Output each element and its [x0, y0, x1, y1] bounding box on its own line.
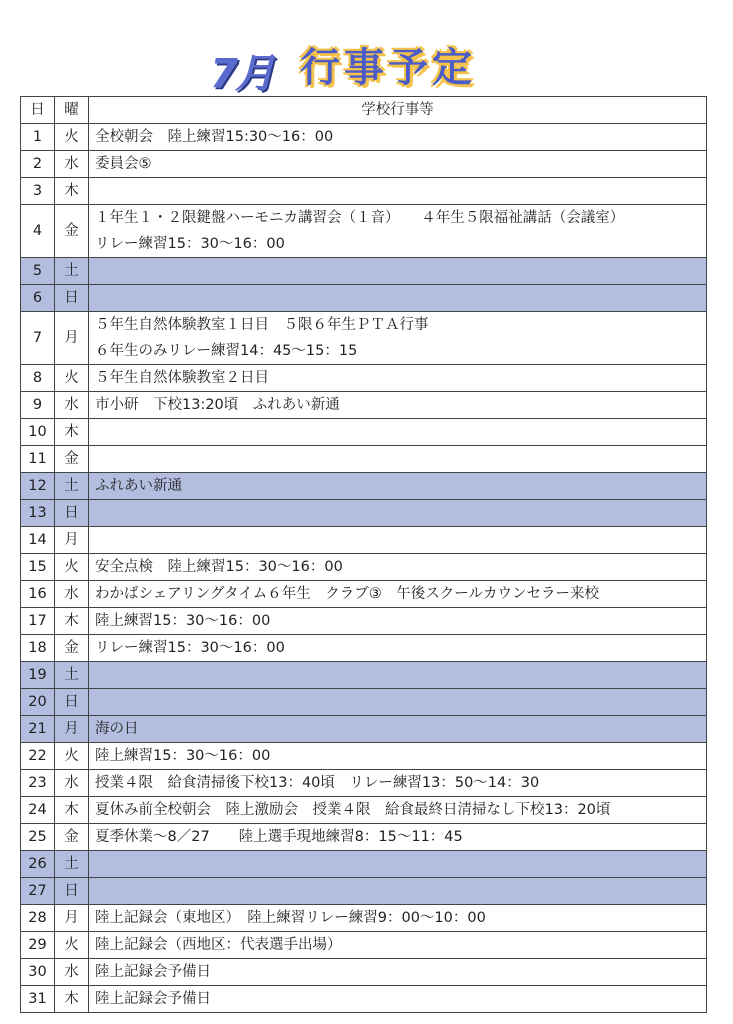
- event-text: 安全点検 陸上練習15：30～16：00: [95, 559, 343, 575]
- events-cell: [89, 635, 707, 662]
- events-cell: [89, 285, 707, 312]
- day-cell: 31: [21, 986, 55, 1013]
- weekday-cell: 木: [55, 608, 89, 635]
- day-cell: 18: [21, 635, 55, 662]
- table-row: [21, 205, 707, 258]
- weekday-cell: 火: [55, 124, 89, 151]
- table-row: [21, 151, 707, 178]
- table-row: [21, 932, 707, 959]
- weekday-cell: 火: [55, 743, 89, 770]
- table-row: [21, 581, 707, 608]
- table-row: [21, 824, 707, 851]
- event-text: ６年生のみリレー練習14：45～15：15: [95, 343, 358, 359]
- table-row: [21, 635, 707, 662]
- weekday-cell: 月: [55, 527, 89, 554]
- weekday-cell: 木: [55, 178, 89, 205]
- events-cell: [89, 312, 707, 365]
- table-row: [21, 959, 707, 986]
- day-cell: 8: [21, 365, 55, 392]
- weekday-cell: 日: [55, 285, 89, 312]
- weekday-cell: 木: [55, 419, 89, 446]
- events-cell: [89, 392, 707, 419]
- events-cell: [89, 959, 707, 986]
- weekday-cell: 水: [55, 770, 89, 797]
- events-cell: [89, 770, 707, 797]
- table-row: [21, 500, 707, 527]
- event-text: 委員会⑤: [95, 156, 152, 172]
- day-cell: 20: [21, 689, 55, 716]
- events-cell: [89, 205, 707, 258]
- event-text: 授業４限 給食清掃後下校13：40頃 リレー練習13：50～14：30: [95, 775, 540, 791]
- weekday-cell: 土: [55, 258, 89, 285]
- table-row: [21, 608, 707, 635]
- page-title: 行事予定: [300, 45, 476, 91]
- event-text: ふれあい新通: [95, 478, 182, 494]
- title-area: [0, 30, 733, 96]
- table-row: [21, 851, 707, 878]
- header-events: 学校行事等: [89, 97, 707, 124]
- table-row: [21, 312, 707, 365]
- table-row: [21, 878, 707, 905]
- event-text: 陸上練習15：30～16：00: [95, 748, 271, 764]
- table-row: [21, 527, 707, 554]
- day-cell: 19: [21, 662, 55, 689]
- day-cell: 30: [21, 959, 55, 986]
- events-cell: [89, 473, 707, 500]
- weekday-cell: 月: [55, 905, 89, 932]
- event-text: ５年生自然体験教室１日目 ５限６年生ＰＴＡ行事: [95, 317, 429, 333]
- events-cell: [89, 608, 707, 635]
- weekday-cell: 日: [55, 689, 89, 716]
- events-cell: [89, 581, 707, 608]
- events-cell: [89, 878, 707, 905]
- day-cell: 9: [21, 392, 55, 419]
- events-cell: [89, 662, 707, 689]
- weekday-cell: 火: [55, 932, 89, 959]
- events-cell: [89, 905, 707, 932]
- weekday-cell: 土: [55, 662, 89, 689]
- day-cell: 16: [21, 581, 55, 608]
- table-row: [21, 986, 707, 1013]
- day-cell: 10: [21, 419, 55, 446]
- table-row: [21, 124, 707, 151]
- weekday-cell: 水: [55, 959, 89, 986]
- day-cell: 28: [21, 905, 55, 932]
- event-text: 夏季休業～8／27 陸上選手現地練習8：15～11：45: [95, 829, 463, 845]
- event-text: 全校朝会 陸上練習15:30～16：00: [95, 129, 334, 145]
- day-cell: 1: [21, 124, 55, 151]
- day-cell: 3: [21, 178, 55, 205]
- event-text: 夏休み前全校朝会 陸上激励会 授業４限 給食最終日清掃なし下校13：20頃: [95, 802, 611, 818]
- schedule-table: [20, 96, 707, 1013]
- event-text: 陸上記録会予備日: [95, 964, 211, 980]
- day-cell: 27: [21, 878, 55, 905]
- header-day: 日: [21, 97, 55, 124]
- event-text: 陸上練習15：30～16：00: [95, 613, 271, 629]
- day-cell: 26: [21, 851, 55, 878]
- day-cell: 7: [21, 312, 55, 365]
- day-cell: 6: [21, 285, 55, 312]
- weekday-cell: 木: [55, 797, 89, 824]
- events-cell: [89, 365, 707, 392]
- events-cell: [89, 124, 707, 151]
- weekday-cell: 水: [55, 392, 89, 419]
- event-text: 陸上記録会（東地区） 陸上練習リレー練習9：00～10：00: [95, 910, 486, 926]
- events-cell: [89, 500, 707, 527]
- events-cell: [89, 824, 707, 851]
- events-cell: [89, 258, 707, 285]
- event-text: リレー練習15：30～16：00: [95, 640, 285, 656]
- weekday-cell: 日: [55, 500, 89, 527]
- events-cell: [89, 527, 707, 554]
- event-text: 陸上記録会（西地区：代表選手出場）: [95, 937, 342, 953]
- events-cell: [89, 716, 707, 743]
- events-cell: [89, 178, 707, 205]
- table-row: [21, 365, 707, 392]
- events-cell: [89, 986, 707, 1013]
- weekday-cell: 金: [55, 824, 89, 851]
- weekday-cell: 火: [55, 365, 89, 392]
- day-cell: 23: [21, 770, 55, 797]
- day-cell: 13: [21, 500, 55, 527]
- weekday-cell: 火: [55, 554, 89, 581]
- event-text: ５年生自然体験教室２日目: [95, 370, 269, 386]
- day-cell: 24: [21, 797, 55, 824]
- events-cell: [89, 419, 707, 446]
- weekday-cell: 月: [55, 312, 89, 365]
- header-weekday: 曜: [55, 97, 89, 124]
- weekday-cell: 金: [55, 635, 89, 662]
- table-row: [21, 419, 707, 446]
- table-row: [21, 258, 707, 285]
- weekday-cell: 水: [55, 151, 89, 178]
- event-text: 陸上記録会予備日: [95, 991, 211, 1007]
- table-row: [21, 905, 707, 932]
- weekday-cell: 金: [55, 446, 89, 473]
- event-text: リレー練習15：30～16：00: [95, 236, 285, 252]
- events-cell: [89, 554, 707, 581]
- day-cell: 15: [21, 554, 55, 581]
- table-row: [21, 178, 707, 205]
- weekday-cell: 金: [55, 205, 89, 258]
- day-cell: 22: [21, 743, 55, 770]
- events-cell: [89, 797, 707, 824]
- weekday-cell: 土: [55, 473, 89, 500]
- table-row: [21, 743, 707, 770]
- day-cell: 14: [21, 527, 55, 554]
- events-cell: [89, 743, 707, 770]
- events-cell: [89, 446, 707, 473]
- weekday-cell: 水: [55, 581, 89, 608]
- table-row: [21, 770, 707, 797]
- weekday-cell: 木: [55, 986, 89, 1013]
- table-row: [21, 716, 707, 743]
- table-row: [21, 797, 707, 824]
- day-cell: 5: [21, 258, 55, 285]
- weekday-cell: 日: [55, 878, 89, 905]
- table-row: [21, 662, 707, 689]
- event-text: 市小研 下校13:20頃 ふれあい新通: [95, 397, 340, 413]
- table-row: [21, 446, 707, 473]
- day-cell: 4: [21, 205, 55, 258]
- weekday-cell: 土: [55, 851, 89, 878]
- table-row: [21, 473, 707, 500]
- table-row: [21, 689, 707, 716]
- events-cell: [89, 151, 707, 178]
- events-cell: [89, 689, 707, 716]
- day-cell: 2: [21, 151, 55, 178]
- event-text: わかばシェアリングタイム６年生 クラブ③ 午後スクールカウンセラー来校: [95, 586, 599, 602]
- event-text: 海の日: [95, 721, 139, 737]
- table-row: [21, 285, 707, 312]
- day-cell: 21: [21, 716, 55, 743]
- month-label: 7月: [210, 51, 272, 97]
- events-cell: [89, 851, 707, 878]
- table-row: [21, 392, 707, 419]
- event-text: １年生１・２限鍵盤ハーモニカ講習会（１音） ４年生５限福祉講話（会議室）: [95, 210, 625, 226]
- table-row: [21, 554, 707, 581]
- month-logo: [210, 42, 272, 99]
- events-cell: [89, 932, 707, 959]
- day-cell: 11: [21, 446, 55, 473]
- day-cell: 25: [21, 824, 55, 851]
- header-row: [21, 97, 707, 124]
- day-cell: 12: [21, 473, 55, 500]
- day-cell: 17: [21, 608, 55, 635]
- day-cell: 29: [21, 932, 55, 959]
- weekday-cell: 月: [55, 716, 89, 743]
